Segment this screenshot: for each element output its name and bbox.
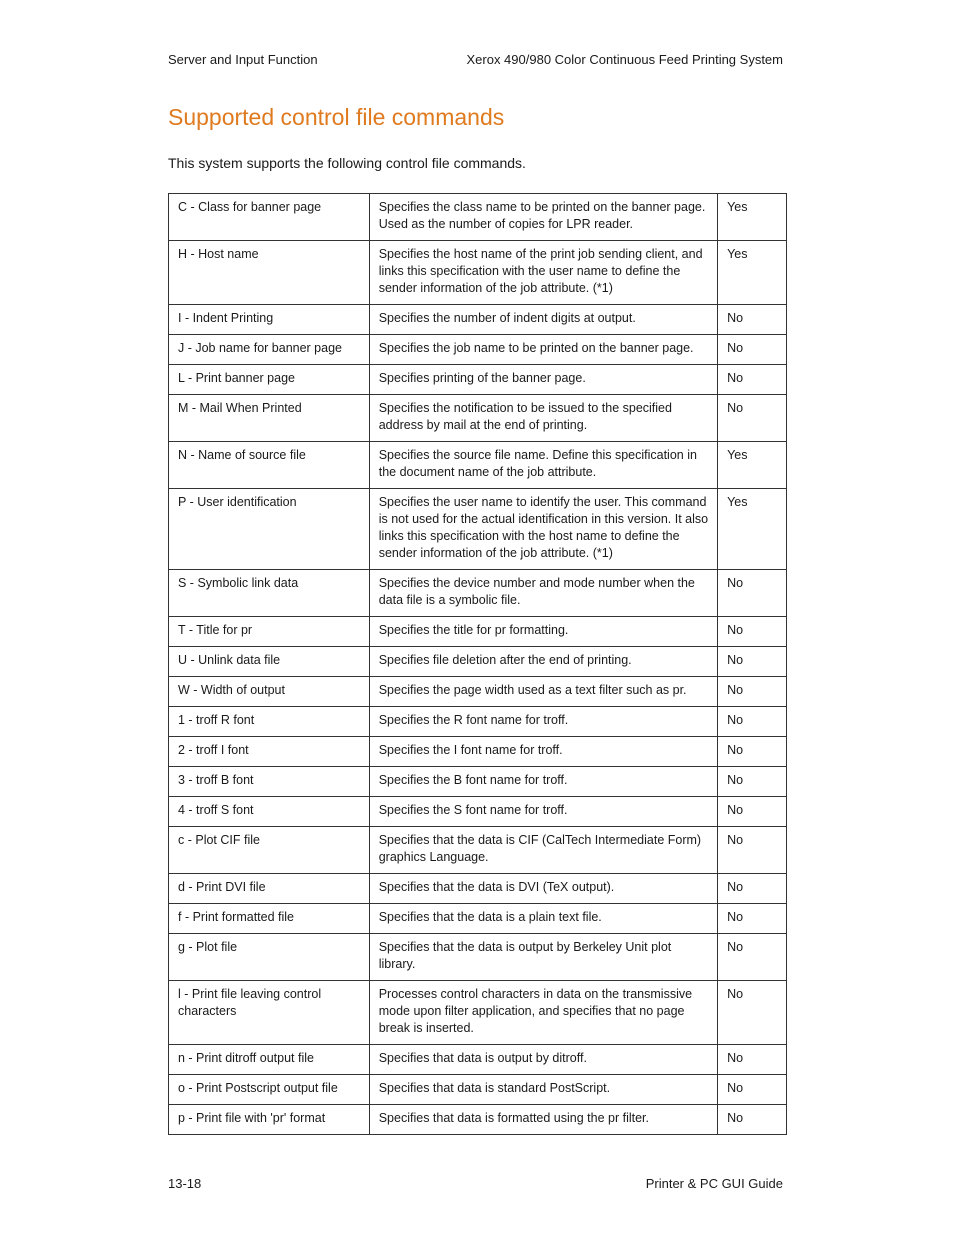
table-row [169, 1105, 787, 1135]
description-cell: Processes control characters in data on the transmissive mode upon filter application, and specifies that no page break is inserted. [369, 981, 717, 1045]
command-cell: d - Print DVI file [169, 874, 370, 904]
page-title: Supported control file commands [168, 104, 505, 130]
command-cell: 2 - troff I font [169, 737, 370, 767]
table-row [169, 737, 787, 767]
command-cell: C - Class for banner page [169, 194, 370, 241]
description-cell: Specifies the R font name for troff. [369, 707, 717, 737]
description-cell: Specifies that data is formatted using the pr filter. [369, 1105, 717, 1135]
supported-cell: No [718, 335, 787, 365]
supported-cell: No [718, 677, 787, 707]
command-cell: n - Print ditroff output file [169, 1045, 370, 1075]
supported-cell: No [718, 934, 787, 981]
description-cell: Specifies the B font name for troff. [369, 767, 717, 797]
supported-cell: No [718, 1105, 787, 1135]
command-cell: g - Plot file [169, 934, 370, 981]
table-row [169, 827, 787, 874]
description-cell: Specifies that the data is output by Berkeley Unit plot library. [369, 934, 717, 981]
table-row [169, 904, 787, 934]
command-cell: 4 - troff S font [169, 797, 370, 827]
description-cell: Specifies that the data is a plain text file. [369, 904, 717, 934]
command-cell: J - Job name for banner page [169, 335, 370, 365]
command-cell: H - Host name [169, 241, 370, 305]
description-cell: Specifies the page width used as a text filter such as pr. [369, 677, 717, 707]
header-section-title: Server and Input Function [168, 52, 318, 67]
footer-guide-name: Printer & PC GUI Guide [645, 1176, 783, 1191]
supported-cell: No [718, 767, 787, 797]
supported-cell: No [718, 737, 787, 767]
command-cell: f - Print formatted file [169, 904, 370, 934]
command-cell: c - Plot CIF file [169, 827, 370, 874]
supported-cell: Yes [718, 241, 787, 305]
supported-cell: No [718, 707, 787, 737]
commands-table [168, 193, 787, 1135]
page-number: 13-18 [168, 1176, 202, 1191]
command-cell: M - Mail When Printed [169, 395, 370, 442]
table-row [169, 934, 787, 981]
supported-cell: No [718, 395, 787, 442]
table-row [169, 194, 787, 241]
supported-cell: No [718, 827, 787, 874]
command-cell: 1 - troff R font [169, 707, 370, 737]
table-row [169, 647, 787, 677]
table-row [169, 677, 787, 707]
table-row [169, 365, 787, 395]
description-cell: Specifies that data is output by ditroff. [369, 1045, 717, 1075]
supported-cell: Yes [718, 489, 787, 570]
supported-cell: No [718, 1075, 787, 1105]
supported-cell: No [718, 797, 787, 827]
supported-cell: No [718, 874, 787, 904]
table-row [169, 305, 787, 335]
supported-cell: No [718, 904, 787, 934]
description-cell: Specifies the S font name for troff. [369, 797, 717, 827]
command-cell: T - Title for pr [169, 617, 370, 647]
table-row [169, 489, 787, 570]
supported-cell: Yes [718, 442, 787, 489]
table-row [169, 442, 787, 489]
description-cell: Specifies the number of indent digits at output. [369, 305, 717, 335]
table-row [169, 395, 787, 442]
supported-cell: No [718, 981, 787, 1045]
supported-cell: No [718, 305, 787, 335]
table-row [169, 981, 787, 1045]
supported-cell: Yes [718, 194, 787, 241]
table-row [169, 1045, 787, 1075]
table-row [169, 767, 787, 797]
description-cell: Specifies the user name to identify the user. This command is not used for the actual identification in this version. It also links this specification with the host name to define the sender information of the job attribute. (*1) [369, 489, 717, 570]
description-cell: Specifies the source file name. Define this specification in the document name of the job attribute. [369, 442, 717, 489]
command-cell: P - User identification [169, 489, 370, 570]
table-row [169, 335, 787, 365]
command-cell: N - Name of source file [169, 442, 370, 489]
supported-cell: No [718, 570, 787, 617]
supported-cell: No [718, 617, 787, 647]
command-cell: S - Symbolic link data [169, 570, 370, 617]
table-row [169, 570, 787, 617]
intro-text: This system supports the following control file commands. [168, 155, 526, 171]
table-row [169, 1075, 787, 1105]
table-row [169, 874, 787, 904]
description-cell: Specifies printing of the banner page. [369, 365, 717, 395]
command-cell: U - Unlink data file [169, 647, 370, 677]
description-cell: Specifies the job name to be printed on the banner page. [369, 335, 717, 365]
command-cell: o - Print Postscript output file [169, 1075, 370, 1105]
description-cell: Specifies that data is standard PostScript. [369, 1075, 717, 1105]
description-cell: Specifies that the data is DVI (TeX output). [369, 874, 717, 904]
table-row [169, 797, 787, 827]
supported-cell: No [718, 647, 787, 677]
header-product-name: Xerox 490/980 Color Continuous Feed Printing System [466, 52, 783, 67]
description-cell: Specifies the class name to be printed on the banner page. Used as the number of copies for LPR reader. [369, 194, 717, 241]
description-cell: Specifies the notification to be issued to the specified address by mail at the end of printing. [369, 395, 717, 442]
table-row [169, 241, 787, 305]
command-cell: W - Width of output [169, 677, 370, 707]
supported-cell: No [718, 365, 787, 395]
supported-cell: No [718, 1045, 787, 1075]
table-row [169, 617, 787, 647]
description-cell: Specifies the host name of the print job sending client, and links this specification with the user name to define the sender information of the job attribute. (*1) [369, 241, 717, 305]
command-cell: 3 - troff B font [169, 767, 370, 797]
command-cell: p - Print file with 'pr' format [169, 1105, 370, 1135]
description-cell: Specifies the I font name for troff. [369, 737, 717, 767]
description-cell: Specifies file deletion after the end of printing. [369, 647, 717, 677]
description-cell: Specifies the device number and mode number when the data file is a symbolic file. [369, 570, 717, 617]
description-cell: Specifies that the data is CIF (CalTech Intermediate Form) graphics Language. [369, 827, 717, 874]
command-cell: I - Indent Printing [169, 305, 370, 335]
table-row [169, 707, 787, 737]
command-cell: L - Print banner page [169, 365, 370, 395]
description-cell: Specifies the title for pr formatting. [369, 617, 717, 647]
command-cell: l - Print file leaving control characters [169, 981, 370, 1045]
